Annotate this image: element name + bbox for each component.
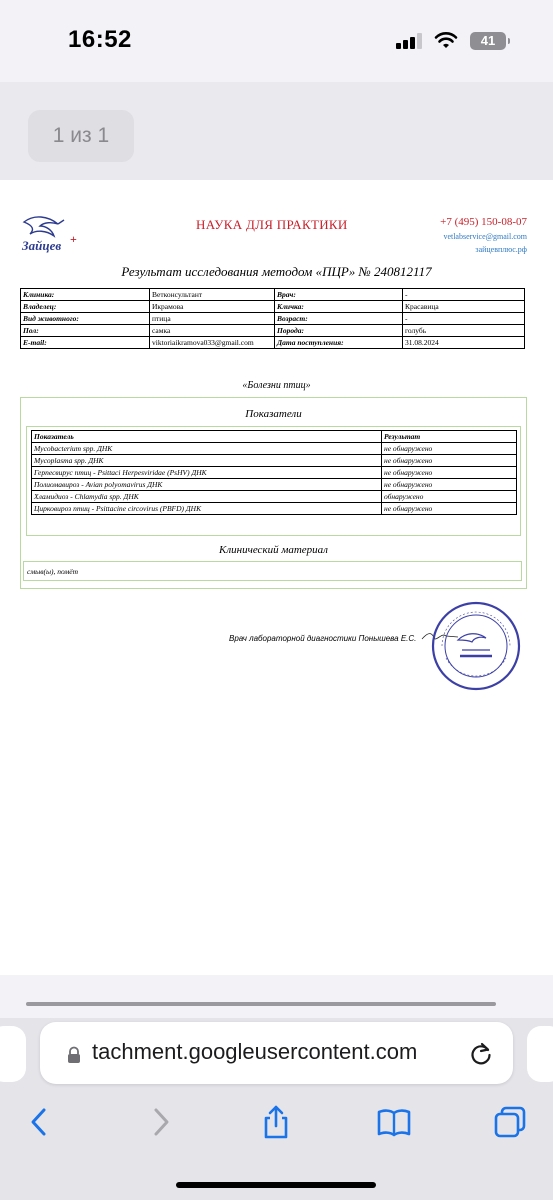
results-table <box>31 430 517 515</box>
result-cell: не обнаружено <box>382 479 517 491</box>
svg-text:Зайцев: Зайцев <box>22 238 62 253</box>
info-row <box>21 289 525 301</box>
result-cell: не обнаружено <box>382 455 517 467</box>
next-tab-card[interactable] <box>527 1026 553 1082</box>
section-title: «Болезни птиц» <box>242 380 311 391</box>
horizontal-scrollbar[interactable] <box>26 1002 496 1006</box>
lab-logo <box>18 210 84 258</box>
info-value: птица <box>150 313 275 325</box>
header-indicator: Показатель <box>32 431 382 443</box>
result-cell: не обнаружено <box>382 467 517 479</box>
address-bar-area <box>0 1018 553 1090</box>
info-value: viktoriaikramova033@gmail.com <box>150 337 275 349</box>
result-cell: обнаружено <box>382 491 517 503</box>
status-bar <box>0 0 553 82</box>
results-header-row <box>32 431 517 443</box>
info-label: E-mail: <box>21 337 150 349</box>
lab-stamp <box>428 600 524 692</box>
info-row <box>21 313 525 325</box>
status-time: 16:52 <box>68 26 132 53</box>
info-label: Владелец: <box>21 301 150 313</box>
lock-icon <box>66 1046 82 1064</box>
info-value: Икрамова <box>150 301 275 313</box>
table-row <box>32 503 517 515</box>
url-text[interactable]: tachment.googleusercontent.com <box>92 1039 418 1064</box>
lab-phone: +7 (495) 150-08-07 <box>440 216 527 228</box>
indicator-cell: Хламидиоз - Chlamydia spp. ДНК <box>32 491 382 503</box>
wifi-icon <box>434 30 458 50</box>
indicator-cell: Герпесвирус птиц - Psittaci Herpesviridae (PsHV) ДНК <box>32 467 382 479</box>
info-label: Клиника: <box>21 289 150 301</box>
info-value: Ветконсультант <box>150 289 275 301</box>
home-indicator[interactable] <box>176 1182 376 1188</box>
indicator-cell: Полиомавироз - Avian polyomavirus ДНК <box>32 479 382 491</box>
doctor-signature-line: Врач лабораторной диагностики Понышева Е.С. <box>229 634 417 643</box>
reload-icon[interactable] <box>467 1039 495 1067</box>
tabs-icon[interactable] <box>492 1104 528 1140</box>
share-icon[interactable] <box>258 1104 294 1140</box>
result-cell: не обнаружено <box>382 503 517 515</box>
browser-toolbar <box>0 1090 553 1200</box>
info-row <box>21 337 525 349</box>
lab-website: зайцевплюс.рф <box>475 245 527 254</box>
info-label: Вид животного: <box>21 313 150 325</box>
info-label: Дата поступления: <box>275 337 403 349</box>
info-value: - <box>403 289 525 301</box>
header-result: Результат <box>382 431 517 443</box>
book-icon[interactable] <box>376 1104 412 1140</box>
info-label: Кличка: <box>275 301 403 313</box>
lab-email: vetlabservice@gmail.com <box>443 232 527 241</box>
cellular-signal-icon <box>396 33 424 49</box>
battery-icon: 41 <box>470 32 506 50</box>
svg-text:+: + <box>70 232 77 246</box>
document-page <box>0 180 553 975</box>
result-cell: не обнаружено <box>382 443 517 455</box>
material-value: смыв(ы), помёт <box>23 561 522 581</box>
lab-title: НАУКА ДЛЯ ПРАКТИКИ <box>196 217 348 232</box>
lab-contacts <box>440 216 527 254</box>
table-row <box>32 443 517 455</box>
indicator-cell: Mycoplasma spp. ДНК <box>32 455 382 467</box>
table-row <box>32 467 517 479</box>
info-value: Красавица <box>403 301 525 313</box>
info-value: 31.08.2024 <box>403 337 525 349</box>
previous-tab-card[interactable] <box>0 1026 26 1082</box>
chevron-right-icon[interactable] <box>142 1104 178 1140</box>
info-label: Возраст: <box>275 313 403 325</box>
info-value: - <box>403 313 525 325</box>
chevron-left-icon[interactable] <box>22 1104 58 1140</box>
patient-info-table <box>20 288 525 349</box>
info-value: самка <box>150 325 275 337</box>
page-counter: 1 из 1 <box>28 110 134 162</box>
info-row <box>21 301 525 313</box>
results-inner-box <box>26 426 521 536</box>
results-panel <box>20 397 527 589</box>
info-label: Врач: <box>275 289 403 301</box>
info-value: голубь <box>403 325 525 337</box>
table-row <box>32 491 517 503</box>
indicators-heading: Показатели <box>245 408 302 420</box>
table-row <box>32 479 517 491</box>
material-heading: Клинический материал <box>219 544 328 556</box>
address-bar[interactable] <box>40 1022 513 1084</box>
indicator-cell: Mycobacterium spp. ДНК <box>32 443 382 455</box>
info-label: Пол: <box>21 325 150 337</box>
table-row <box>32 455 517 467</box>
viewer-header <box>0 82 553 180</box>
indicator-cell: Цирковироз птиц - Psittacine circovirus (PBFD) ДНК <box>32 503 382 515</box>
info-row <box>21 325 525 337</box>
document-title: Результат исследования методом «ПЦР» № 240812117 <box>121 264 432 279</box>
info-label: Порода: <box>275 325 403 337</box>
